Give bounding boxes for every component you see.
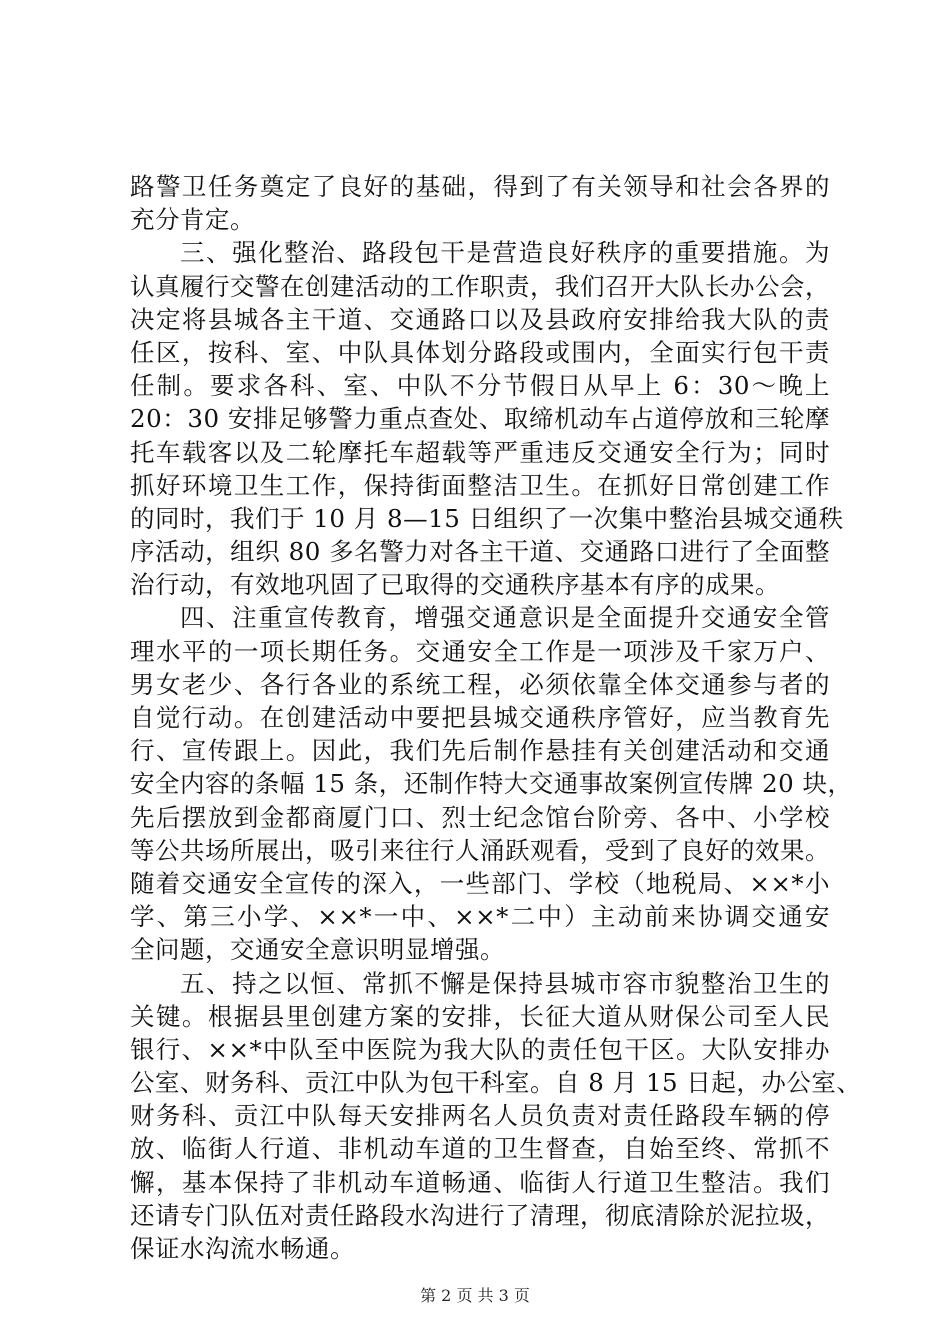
text-line: 等公共场所展出，吸引来往行人涌跃观看，受到了良好的效果。 [130,835,830,865]
text-line: 认真履行交警在创建活动的工作职责，我们召开大队长办公会， [130,271,830,301]
text-line: 银行、××*中队至中医院为我大队的责任包干区。大队安排办 [130,1034,830,1064]
text-line: 学、第三小学、××*一中、××*二中）主动前来协调交通安 [130,902,830,932]
text-line: 任制。要求各科、室、中队不分节假日从早上 6：30～晚上 [130,371,830,401]
text-line: 关键。根据县里创建方案的安排，长征大道从财保公司至人民 [130,1001,830,1031]
text-line: 还请专门队伍对责任路段水沟进行了清理，彻底清除於泥拉圾， [130,1200,830,1230]
text-line: 公室、财务科、贡江中队为包干科室。自 8 月 15 日起，办公室、 [130,1068,862,1098]
text-line: 三、强化整治、路段包干是营造良好秩序的重要措施。为 [180,238,830,268]
text-line: 财务科、贡江中队每天安排两名人员负责对责任路段车辆的停 [130,1101,830,1131]
text-line: 抓好环境卫生工作，保持街面整洁卫生。在抓好日常创建工作 [130,470,830,500]
text-line: 行、宣传跟上。因此，我们先后制作悬挂有关创建活动和交通 [130,736,830,766]
text-line: 的同时，我们于 10 月 8—15 日组织了一次集中整治县城交通秩 [130,503,844,533]
text-line: 托车载客以及二轮摩托车超载等严重违反交通安全行为；同时 [130,437,830,467]
text-line: 保证水沟流水畅通。 [130,1234,355,1263]
text-line: 懈，基本保持了非机动车道畅通、临街人行道卫生整洁。我们 [130,1167,830,1197]
text-line: 理水平的一项长期任务。交通安全工作是一项涉及千家万户、 [130,636,830,666]
document-body [130,170,862,1265]
text-line: 放、临街人行道、非机动车道的卫生督查，自始至终、常抓不 [130,1134,830,1164]
text-line: 决定将县城各主干道、交通路口以及县政府安排给我大队的责 [130,304,830,334]
text-line: 20：30 安排足够警力重点查处、取缔机动车占道停放和三轮摩 [130,404,830,434]
text-line: 安全内容的条幅 15 条，还制作特大交通事故案例宣传牌 20 块， [130,769,853,799]
text-line: 序活动，组织 80 多名警力对各主干道、交通路口进行了全面整 [130,537,830,567]
page-footer: 第 2 页 共 3 页 [420,1286,530,1305]
text-line: 随着交通安全宣传的深入，一些部门、学校（地税局、××*小 [130,868,830,898]
text-line: 全问题，交通安全意识明显增强。 [130,935,505,965]
text-line: 男女老少、各行各业的系统工程，必须依靠全体交通参与者的 [130,669,830,699]
text-line: 四、注重宣传教育，增强交通意识是全面提升交通安全管 [180,603,830,633]
text-line: 先后摆放到金都商厦门口、烈士纪念馆台阶旁、各中、小学校 [130,802,830,832]
text-line: 治行动，有效地巩固了已取得的交通秩序基本有序的成果。 [130,570,780,600]
text-line: 自觉行动。在创建活动中要把县城交通秩序管好，应当教育先 [130,703,830,732]
text-line: 任区，按科、室、中队具体划分路段或围内，全面实行包干责 [130,337,830,367]
text-line: 充分肯定。 [130,205,255,235]
text-line: 路警卫任务奠定了良好的基础，得到了有关领导和社会各界的 [130,172,830,201]
text-line: 五、持之以恒、常抓不懈是保持县城市容市貌整治卫生的 [180,968,830,998]
